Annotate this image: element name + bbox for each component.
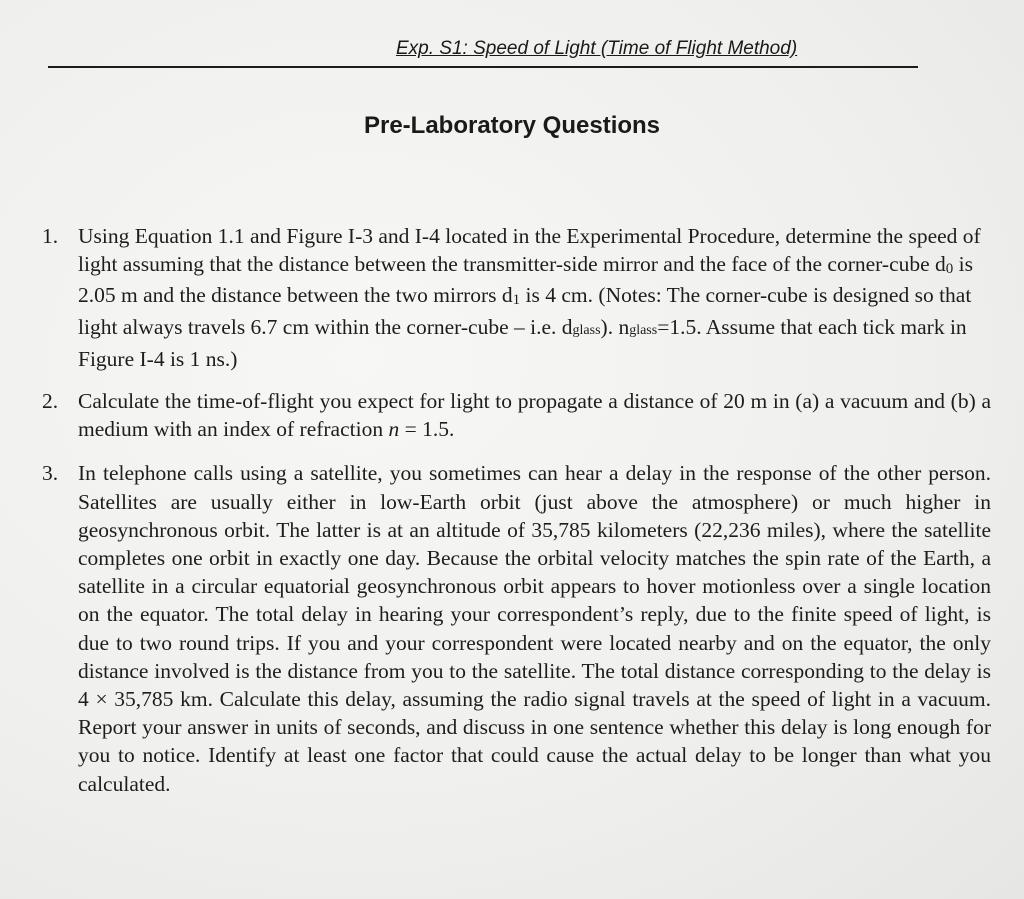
question-text-part: is 2.05 m and the distance between the two mirrors d [78,252,973,308]
question-3 [36,459,991,797]
header-rule [48,66,918,68]
subscript: 0 [945,261,954,278]
question-list [36,222,991,810]
experiment-header: Exp. S1: Speed of Light (Time of Flight Method) [396,38,798,59]
question-text-part: =1.5. Assume that each tick mark in Figure I-4 is 1 ns.) [78,314,967,371]
question-text-part: = 1.5. [399,417,455,442]
question-text [78,222,991,373]
subscript: glass [629,322,658,338]
variable-n: n [388,417,400,442]
subscript: 1 [512,292,521,309]
question-1 [36,222,991,373]
question-text-part: Using Equation 1.1 and Figure I-3 and I-4 located in the Experimental Procedure, determine the speed of light assuming that the distance between the transmitter-side mirror and the face of the corner-cube d [78,224,981,277]
question-text-part: ). n [600,314,630,339]
question-text [78,387,991,443]
question-text-part: Calculate the time-of-flight you expect for light to propagate a distance of 20 m in (a) a vacuum and (b) a medium with an index of refraction [78,389,991,442]
question-number: 2. [42,389,59,414]
question-2 [36,387,991,443]
question-number: 3. [42,461,59,486]
question-text-part: is 4 cm. (Notes: The corner-cube is designed so that light always travels 6.7 cm within the corner-cube – i.e. d [78,283,972,339]
section-title: Pre-Laboratory Questions [363,112,661,139]
question-text: In telephone calls using a satellite, you sometimes can hear a delay in the response of the other person. Satellites are usually either in low-Earth orbit (just above the atmosphere) or much higher in geosynchronous orbit. The latter is at an altitude of 35,785 kilometers (22,236 miles), where the satellite completes one orbit in exactly one day. Because the orbital velocity matches the spin rate of the Earth, a satellite in a circular equatorial geosynchronous orbit appears to hover motionless over a single location on the equator. The total delay in hearing your correspondent’s reply, due to the finite speed of light, is due to two round trips. If you and your correspondent were located nearby and on the equator, the only distance involved is the distance from you to the satellite. The total distance corresponding to the delay is 4 × 35,785 km. Calculate this delay, assuming the radio signal travels at the speed of light in a vacuum. Report your answer in units of seconds, and discuss in one sentence whether this delay is long enough for you to notice. Identify at least one factor that could cause the actual delay to be longer than what you calculated. [78,461,991,796]
subscript: glass [572,322,601,338]
question-number: 1. [42,224,59,248]
